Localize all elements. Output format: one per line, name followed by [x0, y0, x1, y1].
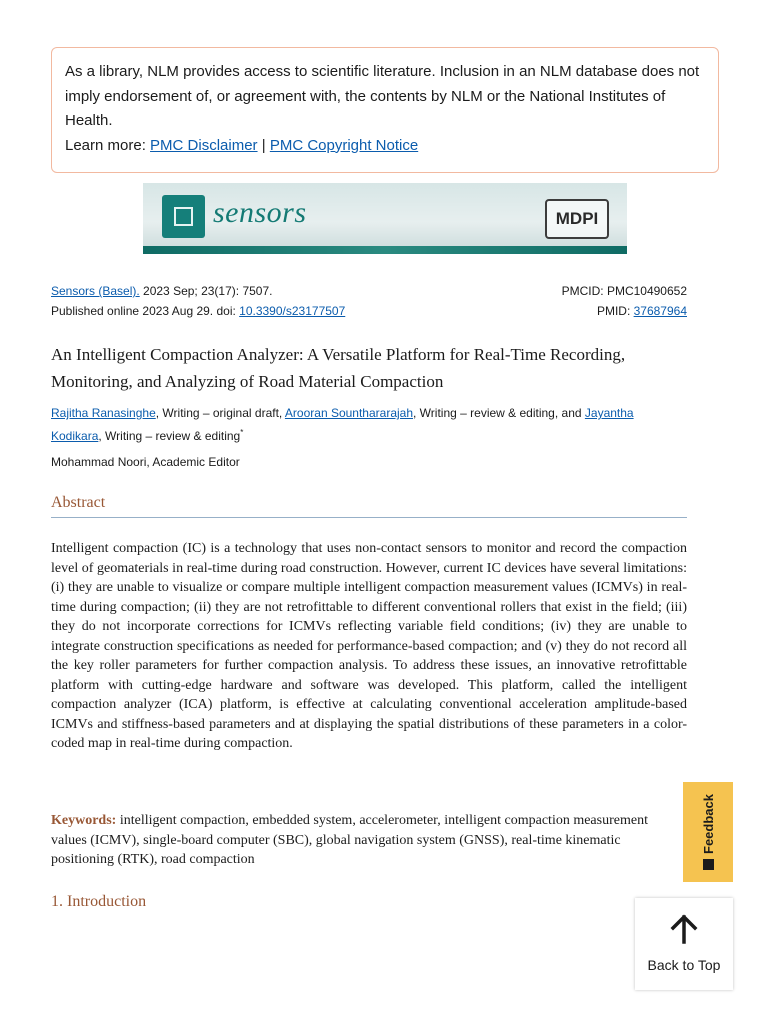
arrow-up-icon — [669, 914, 699, 944]
nlm-disclaimer-box — [51, 47, 719, 173]
author-link[interactable]: Arooran Sounthararajah — [284, 406, 414, 420]
journal-link[interactable]: Sensors (Basel). — [51, 284, 140, 298]
author-link[interactable]: Rajitha Ranasinghe — [51, 406, 156, 420]
journal-logo-text: sensors — [213, 196, 307, 229]
pmid-label: PMID: — [596, 304, 634, 318]
journal-banner[interactable] — [143, 183, 627, 254]
issue-info: 2023 Sep; 23(17): 7507. — [139, 284, 273, 298]
author-link[interactable]: Jayantha Kodikara — [51, 406, 634, 443]
introduction-heading: 1. Introduction — [51, 893, 147, 910]
feedback-button[interactable] — [683, 782, 733, 882]
author-role: , Writing – review & editing — [98, 429, 241, 443]
banner-stripe — [143, 246, 627, 254]
abstract-heading: Abstract — [51, 494, 687, 518]
abstract-text: Intelligent compaction (IC) is a technology that uses non-contact sensors to monitor and record the compaction level of geomaterials in real-time during road construction. However, current IC devices have several limitations: (i) they are unable to visualize or compare multiple intelligent compaction measurement values (ICMVs) in real-time during compaction; (ii) they are not retrofittable to different conventional rollers that exist in the field; (iii) they do not incorporate corrections for ICMVs reflecting variable field conditions; (iv) they are unable to integrate construction specifications as needed for performance-based compaction; and (v) they do not record all the key roller parameters for further compaction analysis. To address these issues, an innovative retrofittable platform with cutting-edge hardware and software was developed. This platform, called the intelligent compaction analyzer (ICA) platform, is effective at calculating conventional acceleration amplitude-based ICMVs and stiffness-based parameters and at displaying the spatial distributions of these parameters in a color-coded map in real-time during compaction. — [51, 541, 687, 751]
mdpi-logo: MDPI — [545, 199, 609, 239]
citation-block — [51, 281, 687, 321]
back-to-top-label: Back to Top — [647, 957, 721, 973]
corresponding-mark: * — [240, 428, 244, 437]
link-separator: | — [261, 136, 266, 154]
feedback-icon — [703, 859, 714, 870]
academic-editor: Mohammad Noori, Academic Editor — [51, 455, 240, 469]
author-role: , Writing – original draft, — [155, 406, 285, 420]
keywords-block — [51, 811, 687, 870]
back-to-top-button[interactable] — [635, 898, 733, 990]
keywords-text: intelligent compaction, embedded system, accelerometer, intelligent compaction measurement values (ICMV), single-board computer (SBC), global navigation system (GNSS), real-time kinematic positioning (RTK), road compaction — [51, 813, 648, 867]
pmc-copyright-link[interactable]: PMC Copyright Notice — [269, 136, 419, 154]
learn-more-label: Learn more: — [65, 136, 146, 154]
doi-link[interactable]: 10.3390/s23177507 — [239, 304, 346, 318]
published-date: Published online 2023 Aug 29. doi: — [51, 304, 240, 318]
pmid-link[interactable]: 37687964 — [633, 304, 687, 318]
feedback-label: Feedback — [700, 793, 716, 854]
author-list — [51, 403, 687, 446]
article-title: An Intelligent Compaction Analyzer: A Versatile Platform for Real-Time Recording, Monitoring, and Analyzing of Road Material Compaction — [51, 345, 626, 391]
pmcid: PMCID: PMC10490652 — [561, 284, 687, 298]
author-role: , Writing – review & editing, and — [413, 406, 585, 420]
keywords-label: Keywords: — [51, 813, 117, 828]
pmc-disclaimer-link[interactable]: PMC Disclaimer — [150, 136, 258, 154]
sensors-logo-icon — [162, 195, 205, 238]
disclaimer-text: As a library, NLM provides access to scientific literature. Inclusion in an NLM database does not imply endorsement of, or agreement with, the contents by NLM or the National Institutes of Health. — [65, 63, 700, 129]
